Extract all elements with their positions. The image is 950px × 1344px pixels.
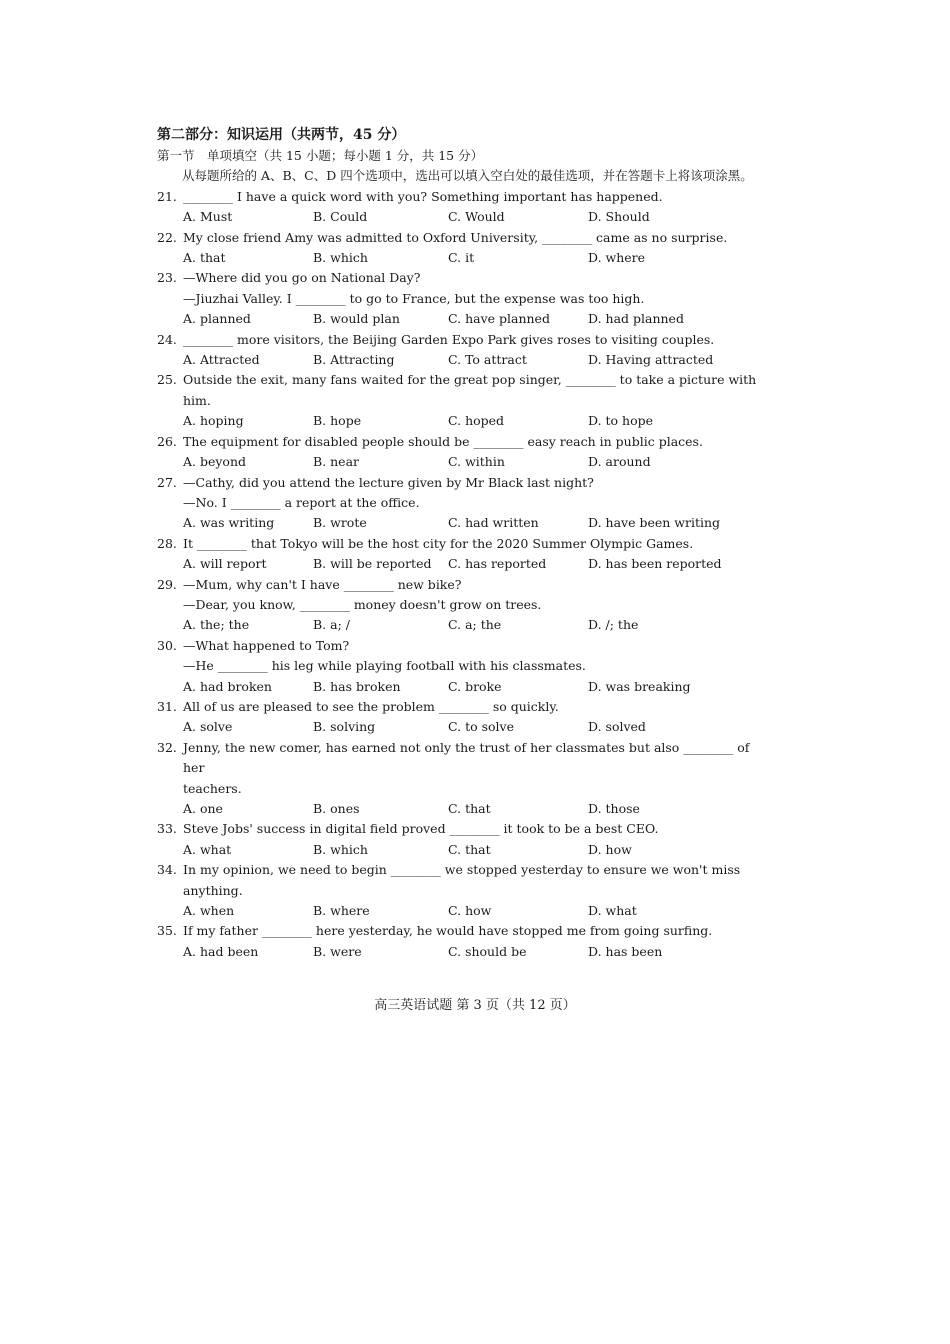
option-c: C. To attract [448,352,527,368]
option-a: A. had broken [183,678,272,694]
option-c: C. to solve [448,719,514,735]
option-b: B. will be reported [313,556,432,572]
option-d: D. how [588,841,632,857]
option-b: B. hope [313,413,362,429]
question-stem-row [157,921,757,941]
question-number: 24. [157,331,177,347]
question-item [157,432,757,473]
option-b: B. where [313,903,370,919]
question-number: 32. [157,739,177,755]
question-number: 27. [157,474,177,490]
question-stem-continued: —No. I ________ a report at the office. [183,494,420,510]
question-number: 29. [157,576,177,592]
question-item [157,738,757,820]
part-title: 第二部分：知识运用（共两节，45 分） [157,127,406,143]
option-c: C. Would [448,209,505,225]
question-stem: If my father ________ here yesterday, he would have stopped me from going surfing. [183,923,713,939]
option-row [157,901,757,921]
question-stem: Steve Jobs' success in digital field proved ________ it took to be a best CEO. [183,821,659,837]
option-row [157,799,757,819]
question-stem-row [157,636,757,656]
option-d: D. has been reported [588,556,722,572]
option-d: D. to hope [588,413,654,429]
option-c: C. have planned [448,311,550,327]
question-item [157,921,757,962]
page-footer: 高三英语试题 第 3 页（共 12 页） [374,998,576,1013]
option-c: C. it [448,250,475,266]
question-stem: All of us are pleased to see the problem ________ so quickly. [183,698,559,714]
option-b: B. Could [313,209,368,225]
question-stem: ________ I have a quick word with you? Something important has happened. [183,188,663,204]
question-number: 34. [157,862,177,878]
option-row [157,717,757,737]
question-stem-row [157,697,757,717]
option-d: D. Having attracted [588,352,714,368]
option-row [157,411,757,431]
option-b: B. ones [313,801,360,816]
option-row [157,452,757,472]
question-number: 23. [157,270,177,286]
option-a: A. Must [183,209,233,225]
option-b: B. which [313,841,368,857]
question-stem-row [157,473,757,493]
question-stem-row [157,330,757,350]
option-d: D. was breaking [588,678,691,694]
question-number: 28. [157,535,177,551]
option-a: A. Attracted [183,352,260,368]
section-title: 第一节 单项填空（共 15 小题；每小题 1 分，共 15 分） [157,148,484,163]
option-a: A. what [183,841,232,857]
option-c: C. should be [448,943,527,959]
option-d: D. those [588,801,640,816]
option-d: D. has been [588,943,663,959]
question-number: 35. [157,923,177,939]
option-c: C. within [448,454,505,470]
question-number: 33. [157,821,177,837]
question-stem: It ________ that Tokyo will be the host city for the 2020 Summer Olympic Games. [183,535,694,551]
option-d: D. around [588,454,651,470]
question-stem: Jenny, the new comer, has earned not only the trust of her classmates but also ________ of her [183,739,750,776]
question-item [157,697,757,738]
option-b: B. Attracting [313,352,395,368]
question-stem-row [157,575,757,595]
option-b: B. which [313,250,368,266]
question-stem: The equipment for disabled people should be ________ easy reach in public places. [183,433,703,449]
option-b: B. a; / [313,617,350,633]
option-d: D. had planned [588,311,684,327]
option-row [157,615,757,635]
option-row [157,248,757,268]
question-stem-continued: —He ________ his leg while playing football with his classmates. [183,658,586,674]
option-d: D. solved [588,719,646,735]
question-item [157,534,757,575]
question-item [157,330,757,371]
option-d: D. what [588,903,637,919]
question-stem-continued: —Jiuzhai Valley. I ________ to go to France, but the expense was too high. [183,290,645,306]
option-b: B. near [313,454,360,470]
question-stem: Outside the exit, many fans waited for the great pop singer, ________ to take a picture with [183,372,757,388]
option-d: D. Should [588,209,650,225]
question-number: 26. [157,433,177,449]
option-d: D. where [588,250,646,266]
option-b: B. would plan [313,311,400,327]
option-c: C. has reported [448,556,547,572]
instructions: 从每题所给的 A、B、C、D 四个选项中，选出可以填入空白处的最佳选项，并在答题卡上将该项涂黑。 [182,168,753,184]
option-row [157,942,757,962]
option-c: C. that [448,841,491,857]
option-a: A. beyond [183,454,247,470]
question-stem: —Where did you go on National Day? [183,270,421,286]
option-b: B. has broken [313,678,401,694]
option-a: A. when [183,903,235,919]
question-item [157,187,757,228]
question-stem-row [157,432,757,452]
question-stem-row [157,268,757,288]
question-stem-row [157,860,757,880]
question-item [157,575,757,636]
option-a: A. will report [183,556,267,572]
question-list [157,187,757,962]
question-item [157,268,757,329]
option-a: A. solve [183,719,233,735]
question-item [157,860,757,921]
option-c: C. a; the [448,617,502,633]
question-item [157,228,757,269]
option-d: D. have been writing [588,515,721,531]
question-item [157,636,757,697]
option-c: C. had written [448,515,539,531]
question-stem-continued: —Dear, you know, ________ money doesn't grow on trees. [183,596,542,612]
option-a: A. the; the [183,617,250,633]
question-item [157,473,757,534]
question-stem-row [157,819,757,839]
question-stem-row [157,738,757,779]
option-row [157,554,757,574]
question-number: 30. [157,637,177,653]
option-a: A. was writing [183,515,275,531]
question-stem: ________ more visitors, the Beijing Garden Expo Park gives roses to visiting couples. [183,331,715,347]
question-stem: —Cathy, did you attend the lecture given by Mr Black last night? [183,474,594,490]
question-stem-row [157,534,757,554]
option-row [157,207,757,227]
option-row [157,309,757,329]
option-a: A. that [183,250,226,266]
question-stem-continued: him. [183,392,211,408]
option-b: B. solving [313,719,376,735]
option-c: C. that [448,801,491,816]
question-stem-row [157,228,757,248]
exam-page [157,124,757,962]
question-number: 31. [157,698,177,714]
option-d: D. /; the [588,617,639,633]
question-stem: My close friend Amy was admitted to Oxford University, ________ came as no surprise. [183,229,728,245]
option-b: B. were [313,943,362,959]
question-item [157,370,757,431]
question-item [157,819,757,860]
question-stem: —Mum, why can't I have ________ new bike? [183,576,462,592]
option-a: A. one [183,801,223,816]
question-stem-row [157,370,757,390]
option-c: C. broke [448,678,502,694]
option-a: A. had been [183,943,259,959]
option-row [157,840,757,860]
question-number: 21. [157,188,177,204]
option-a: A. hoping [183,413,244,429]
question-number: 22. [157,229,177,245]
question-stem-continued: anything. [183,882,243,898]
question-stem-row [157,187,757,207]
option-c: C. hoped [448,413,505,429]
question-stem: In my opinion, we need to begin ________ we stopped yesterday to ensure we won't miss [183,862,741,878]
question-stem-continued: teachers. [183,780,242,796]
question-number: 25. [157,372,177,388]
option-row [157,513,757,533]
option-b: B. wrote [313,515,367,531]
question-stem: —What happened to Tom? [183,637,350,653]
option-row [157,350,757,370]
option-c: C. how [448,903,492,919]
option-a: A. planned [183,311,251,327]
option-row [157,677,757,697]
